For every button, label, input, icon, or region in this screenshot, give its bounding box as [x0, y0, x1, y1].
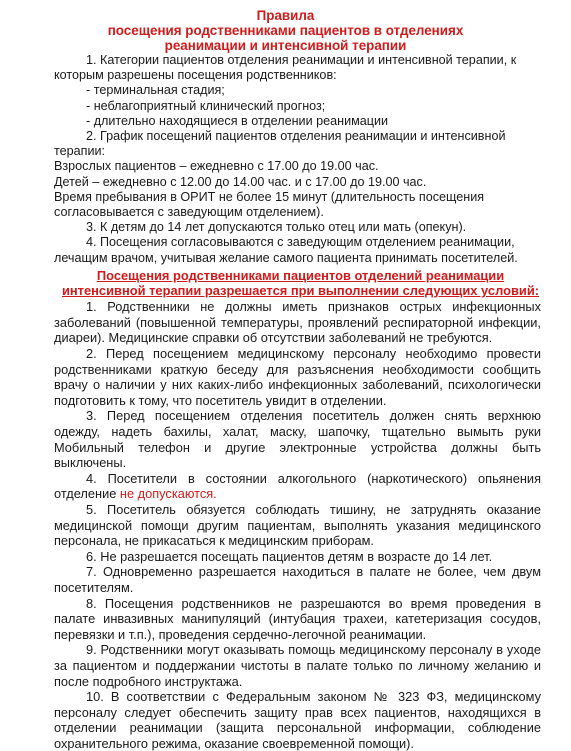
document-title-line2: посещения родственниками пациентов в отделениях — [107, 23, 464, 38]
schedule-adults: Взрослых пациентов – ежедневно с 17.00 до 19.00 час. — [54, 159, 379, 174]
condition-7: 7. Одновременно разрешается находиться в палате не более, чем двум посетителям. — [54, 564, 541, 595]
document-title-line3: реанимации и интенсивной терапии — [164, 38, 407, 53]
rule-3: 3. К детям до 14 лет допускаются только отец или мать (опекун). — [86, 220, 467, 235]
rule-4: 4. Посещения согласовываются с заведующим отделением реанимации, лечащим врачом, учитывая желание самого пациента принимать посетителей. — [54, 235, 518, 265]
condition-5: 5. Посетитель обязуется соблюдать тишину, не затруднять оказание медицинской помощи другим пациентам, выполнять указания медицинского персонала, не прикасаться к медицинским приборам. — [54, 501, 541, 549]
condition-2: 2. Перед посещением медицинскому персоналу необходимо провести родственниками краткую беседу для разъяснения необходимости сообщить врачу о наличии у них каких-либо инфекционных заболеваний, психологически подготовить к тому, что посетитель увидит в отделении. — [54, 346, 541, 408]
condition-4-text: 4. Посетители в состоянии алкогольного (наркотического) опьянения отделение — [54, 470, 541, 502]
condition-4-emphasis: не допускаются. — [119, 486, 217, 502]
rule-1-dash-2: - неблагоприятный клинический прогноз; — [86, 98, 326, 113]
rules-section — [0, 53, 571, 266]
condition-4 — [54, 471, 541, 502]
document-title: Правила — [256, 8, 315, 23]
condition-9: 9. Родственники могут оказывать помощь медицинскому персоналу в уходе за пациентом и поддержании чистоты в палате только по личному желанию и после подробного инструктажа. — [54, 642, 541, 689]
schedule-children: Детей – ежедневно с 12.00 до 14.00 час. и с 17.00 до 19.00 час. — [54, 174, 427, 189]
rule-1-dash-3: - длительно находящиеся в отделении реанимации — [86, 113, 389, 128]
condition-1: 1. Родственники не должны иметь признаков острых инфекционных заболеваний (повышенной температуры, проявлений респираторной инфекции, диареи). Медицинские справки об отсутствии заболеваний не требуются. — [54, 299, 541, 346]
conditions-list — [0, 299, 571, 751]
rule-1-dash-1: - терминальная стадия; — [86, 83, 225, 98]
visit-duration: Время пребывания в ОРИТ не более 15 минут (длительность посещения согласовывается с заведующим отделением). — [54, 189, 485, 220]
conditions-heading: Посещения родственниками пациентов отделений реанимации интенсивной терапии разрешается при выполнении следующих условий: — [61, 267, 540, 299]
condition-10: 10. В соответствии с Федеральным законом № 323 ФЗ, медицинскому персоналу следует обеспечить защиту прав всех пациентов, находящихся в отделении реанимации (защита персональной информации, соблюдение охранительного режима, оказание своевременной помощи). — [54, 689, 541, 751]
condition-6: 6. Не разрешается посещать пациентов детям в возрасте до 14 лет. — [86, 548, 493, 564]
rule-1: 1. Категории пациентов отделения реанимации и интенсивной терапии, к которым разрешены посещения родственников: — [54, 53, 517, 83]
condition-3: 3. Перед посещением отделения посетитель должен снять верхнюю одежду, надеть бахилы, халат, маску, шапочку, тщательно вымыть руки Мобильный телефон и другие электронные устройства должны быть выключены. — [54, 408, 541, 471]
condition-8: 8. Посещения родственников не разрешаются во время проведения в палате инвазивных манипуляций (интубация трахеи, катетеризация сосудов, перевязки и т.п.), проведения сердечно-легочной реанимации. — [54, 595, 541, 642]
rule-2: 2. График посещений пациентов отделения реанимации и интенсивной терапии: — [54, 129, 506, 159]
